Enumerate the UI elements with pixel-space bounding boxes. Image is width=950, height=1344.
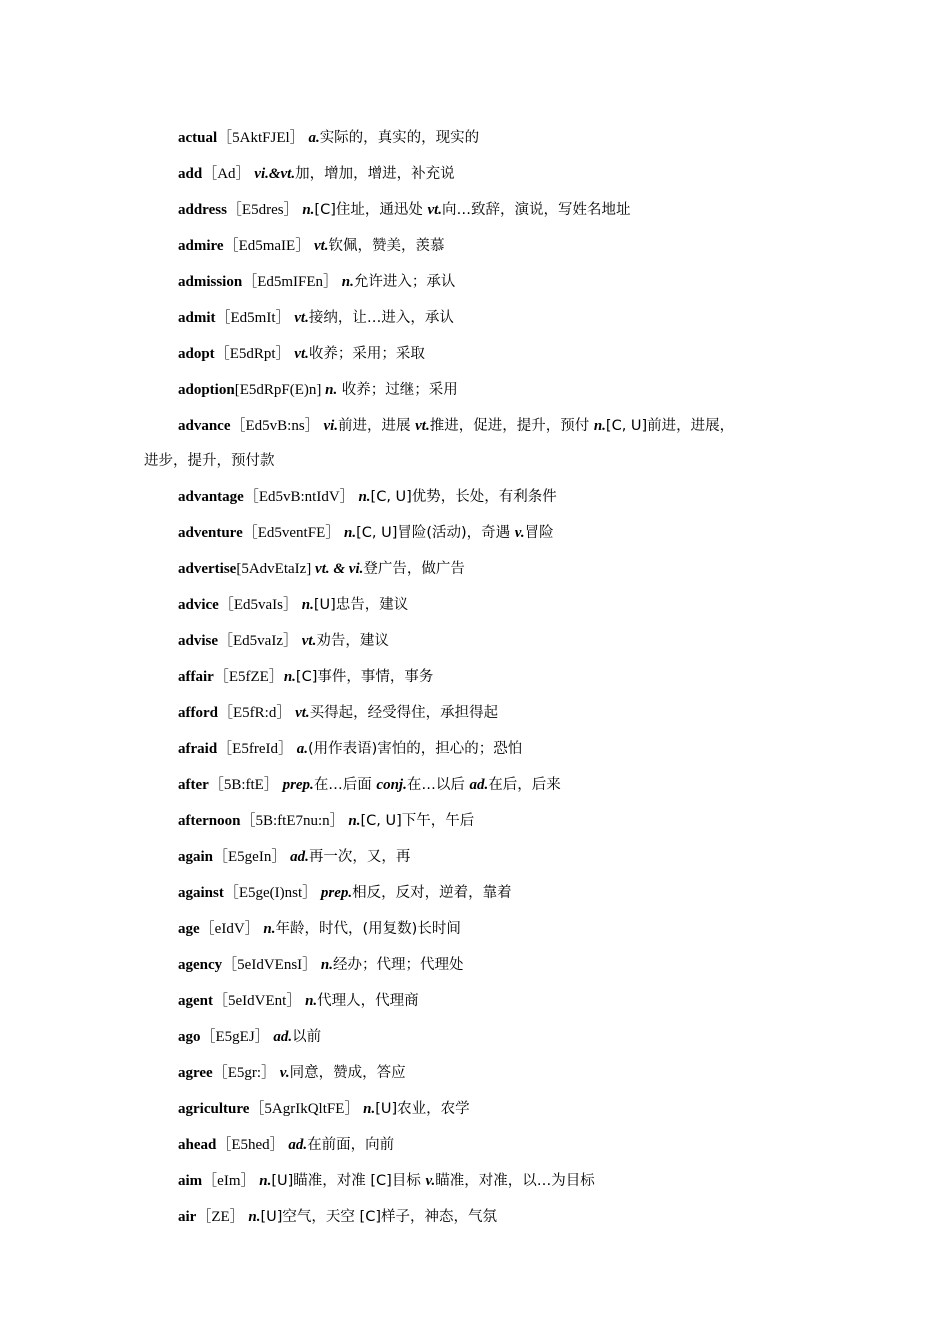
phonetic: ［5eIdVEnsI］ bbox=[222, 957, 318, 973]
phonetic: ［E5gr:］ bbox=[212, 1065, 277, 1081]
word-entry bbox=[0, 120, 950, 156]
word-entry bbox=[0, 659, 950, 695]
phonetic: ［E5freId］ bbox=[217, 741, 293, 757]
phonetic: ［E5ge(I)nst］ bbox=[223, 885, 318, 901]
definition: 经办；代理；代理处 bbox=[333, 957, 464, 973]
part-of-speech: n. bbox=[338, 274, 354, 290]
part-of-speech: n. bbox=[297, 597, 314, 613]
definition: [C, U]前进，进展， bbox=[605, 418, 735, 434]
definition: 再一次，又，再 bbox=[308, 849, 411, 865]
part-of-speech: prep. bbox=[317, 885, 353, 901]
phonetic: ［E5dRpt］ bbox=[214, 346, 291, 362]
definition: 钦佩，赞美，羡慕 bbox=[328, 238, 445, 254]
headword: adopt bbox=[178, 346, 215, 362]
definition: [C]住址，通迅处 bbox=[314, 202, 428, 218]
headword: advertise bbox=[178, 561, 237, 577]
word-entry bbox=[0, 587, 950, 623]
phonetic: ［Ad］ bbox=[202, 166, 251, 182]
definition: 瞄准，对准，以…为目标 bbox=[435, 1173, 595, 1189]
phonetic: ［E5gEJ］ bbox=[200, 1029, 270, 1045]
definition: 冒险 bbox=[524, 525, 554, 541]
definition: 登广告，做广告 bbox=[363, 561, 465, 577]
definition: [C, U]冒险(活动)，奇遇 bbox=[356, 525, 515, 541]
headword: aim bbox=[178, 1173, 203, 1189]
part-of-speech: vt. & vi. bbox=[311, 561, 364, 577]
definition: 在…以后 bbox=[406, 777, 470, 793]
word-entry bbox=[0, 875, 950, 911]
word-entry bbox=[0, 1199, 950, 1235]
definition: 相反，反对，逆着，靠着 bbox=[352, 885, 512, 901]
word-entry bbox=[0, 192, 950, 228]
headword: afternoon bbox=[178, 813, 241, 829]
part-of-speech: ad. bbox=[286, 849, 309, 865]
phonetic: [E5dRpF(E)n] bbox=[234, 382, 322, 398]
definition: [C, U]优势，长处，有利条件 bbox=[370, 489, 557, 505]
headword: adoption bbox=[178, 382, 235, 398]
part-of-speech: vt. bbox=[310, 238, 329, 254]
headword: agree bbox=[178, 1065, 213, 1081]
phonetic: ［5AktFJEl］ bbox=[217, 130, 305, 146]
definition: [U]忠告，建议 bbox=[313, 597, 409, 613]
phonetic: ［Ed5mIFEn］ bbox=[242, 274, 339, 290]
phonetic: ［E5hed］ bbox=[216, 1137, 285, 1153]
phonetic: ［Ed5ventFE］ bbox=[242, 525, 341, 541]
phonetic: ［5AgrIkQltFE］ bbox=[249, 1101, 360, 1117]
word-entry bbox=[0, 300, 950, 336]
word-entry bbox=[0, 911, 950, 947]
headword: agency bbox=[178, 957, 223, 973]
definition: 实际的，真实的，现实的 bbox=[319, 130, 480, 146]
phonetic: ［5B:ftE7nu:n］ bbox=[240, 813, 345, 829]
part-of-speech: n. bbox=[593, 418, 606, 434]
part-of-speech: n. bbox=[301, 993, 318, 1009]
definition: 允许进入；承认 bbox=[353, 274, 456, 290]
part-of-speech: ad. bbox=[284, 1137, 308, 1153]
part-of-speech: vt. bbox=[427, 202, 443, 218]
part-of-speech: conj. bbox=[376, 777, 407, 793]
word-entry bbox=[0, 1163, 950, 1199]
phonetic: ［eIdV］ bbox=[199, 921, 260, 937]
part-of-speech: vt. bbox=[298, 633, 317, 649]
definition: 接纳，让…进入，承认 bbox=[308, 310, 454, 326]
definition: 收养；过继；采用 bbox=[337, 382, 458, 398]
part-of-speech: vi.&vt. bbox=[250, 166, 296, 182]
definition: 同意，赞成，答应 bbox=[289, 1065, 406, 1081]
word-entry bbox=[0, 803, 950, 839]
word-entry bbox=[0, 623, 950, 659]
headword: ahead bbox=[178, 1137, 217, 1153]
part-of-speech: v. bbox=[425, 1173, 436, 1189]
headword: age bbox=[178, 921, 200, 937]
headword: actual bbox=[178, 130, 218, 146]
part-of-speech: n. bbox=[354, 489, 371, 505]
word-entry bbox=[0, 947, 950, 983]
definition: [U]空气，天空 [C]样子，神态，气氛 bbox=[260, 1209, 497, 1225]
definition: [C, U]下午，午后 bbox=[360, 813, 475, 829]
word-entry bbox=[0, 228, 950, 264]
phonetic: ［Ed5mIt］ bbox=[215, 310, 291, 326]
definition: 加，增加，增进，补充说 bbox=[295, 166, 455, 182]
word-entry bbox=[0, 479, 950, 515]
definition: (用作表语)害怕的，担心的；恐怕 bbox=[307, 741, 523, 757]
phonetic: ［Ed5vaIs］ bbox=[218, 597, 298, 613]
definition: 买得起，经受得住，承担得起 bbox=[309, 705, 499, 721]
phonetic: ［E5geIn］ bbox=[213, 849, 287, 865]
definition: 推进，促进，提升，预付 bbox=[429, 418, 594, 434]
part-of-speech: vt. bbox=[290, 346, 309, 362]
headword: address bbox=[178, 202, 227, 218]
part-of-speech: vt. bbox=[290, 310, 309, 326]
word-entry bbox=[0, 1019, 950, 1055]
headword: again bbox=[178, 849, 214, 865]
word-entry bbox=[0, 731, 950, 767]
part-of-speech: a. bbox=[292, 741, 308, 757]
word-entry bbox=[0, 767, 950, 803]
word-entry bbox=[0, 336, 950, 372]
part-of-speech: vt. bbox=[415, 418, 430, 434]
part-of-speech: n. bbox=[359, 1101, 376, 1117]
phonetic: ［eIm］ bbox=[202, 1173, 256, 1189]
definition: 在…后面 bbox=[313, 777, 377, 793]
headword: ago bbox=[178, 1029, 201, 1045]
headword: afford bbox=[178, 705, 218, 721]
part-of-speech: v. bbox=[276, 1065, 290, 1081]
definition: [U]瞄准，对准 [C]目标 bbox=[271, 1173, 426, 1189]
headword: advantage bbox=[178, 489, 244, 505]
word-entry bbox=[0, 983, 950, 1019]
headword: air bbox=[178, 1209, 197, 1225]
headword: advise bbox=[178, 633, 219, 649]
word-entry bbox=[0, 1091, 950, 1127]
part-of-speech: n. bbox=[283, 669, 296, 685]
phonetic: ［Ed5maIE］ bbox=[223, 238, 311, 254]
part-of-speech: n. bbox=[321, 382, 338, 398]
headword: advice bbox=[178, 597, 219, 613]
word-list bbox=[0, 120, 950, 1235]
headword: agent bbox=[178, 993, 213, 1009]
phonetic: ［ZE］ bbox=[196, 1209, 245, 1225]
word-entry bbox=[0, 695, 950, 731]
definition: [U]农业，农学 bbox=[375, 1101, 470, 1117]
part-of-speech: v. bbox=[514, 525, 525, 541]
definition: [C]事件，事情，事务 bbox=[295, 669, 434, 685]
headword: adventure bbox=[178, 525, 243, 541]
word-entry bbox=[0, 515, 950, 551]
part-of-speech: n. bbox=[255, 1173, 272, 1189]
definition: 在后，后来 bbox=[488, 777, 561, 793]
part-of-speech: a. bbox=[304, 130, 320, 146]
part-of-speech: ad. bbox=[269, 1029, 293, 1045]
word-entry bbox=[0, 156, 950, 192]
headword: admire bbox=[178, 238, 224, 254]
word-entry bbox=[0, 408, 950, 479]
definition: 前进，进展 bbox=[338, 418, 416, 434]
phonetic: [5AdvEtaIz] bbox=[236, 561, 312, 577]
headword: admission bbox=[178, 274, 243, 290]
headword: add bbox=[178, 166, 203, 182]
definition: 在前面，向前 bbox=[307, 1137, 395, 1153]
headword: affair bbox=[178, 669, 214, 685]
definition: 年龄，时代，(用复数)长时间 bbox=[275, 921, 461, 937]
phonetic: ［E5dres］ bbox=[226, 202, 299, 218]
phonetic: ［E5fR:d］ bbox=[218, 705, 292, 721]
phonetic: ［Ed5vB:ns］ bbox=[230, 418, 320, 434]
part-of-speech: prep. bbox=[278, 777, 314, 793]
word-entry bbox=[0, 264, 950, 300]
part-of-speech: ad. bbox=[469, 777, 489, 793]
part-of-speech: n. bbox=[344, 813, 361, 829]
definition: 向…致辞，演说，写姓名地址 bbox=[442, 202, 631, 218]
part-of-speech: vi. bbox=[319, 418, 339, 434]
word-entry bbox=[0, 1055, 950, 1091]
word-entry bbox=[0, 839, 950, 875]
definition: 收养；采用；采取 bbox=[308, 346, 425, 362]
part-of-speech: n. bbox=[340, 525, 357, 541]
part-of-speech: n. bbox=[298, 202, 315, 218]
phonetic: ［Ed5vaIz］ bbox=[218, 633, 298, 649]
definition: 劝告，建议 bbox=[316, 633, 389, 649]
headword: advance bbox=[178, 418, 231, 434]
word-entry bbox=[0, 551, 950, 587]
part-of-speech: n. bbox=[244, 1209, 261, 1225]
headword: against bbox=[178, 885, 224, 901]
word-entry bbox=[0, 1127, 950, 1163]
part-of-speech: n. bbox=[259, 921, 276, 937]
definition: 以前 bbox=[292, 1029, 322, 1045]
phonetic: ［Ed5vB:ntIdV］ bbox=[243, 489, 355, 505]
word-entry bbox=[0, 372, 950, 408]
headword: admit bbox=[178, 310, 216, 326]
part-of-speech: vt. bbox=[291, 705, 310, 721]
part-of-speech: n. bbox=[317, 957, 333, 973]
phonetic: ［E5fZE］ bbox=[213, 669, 284, 685]
definition-continuation: 进步，提升，预付款 bbox=[144, 453, 275, 469]
phonetic: ［5eIdVEnt］ bbox=[213, 993, 302, 1009]
headword: afraid bbox=[178, 741, 218, 757]
headword: after bbox=[178, 777, 209, 793]
definition: 代理人，代理商 bbox=[317, 993, 419, 1009]
headword: agriculture bbox=[178, 1101, 250, 1117]
phonetic: ［5B:ftE］ bbox=[208, 777, 279, 793]
